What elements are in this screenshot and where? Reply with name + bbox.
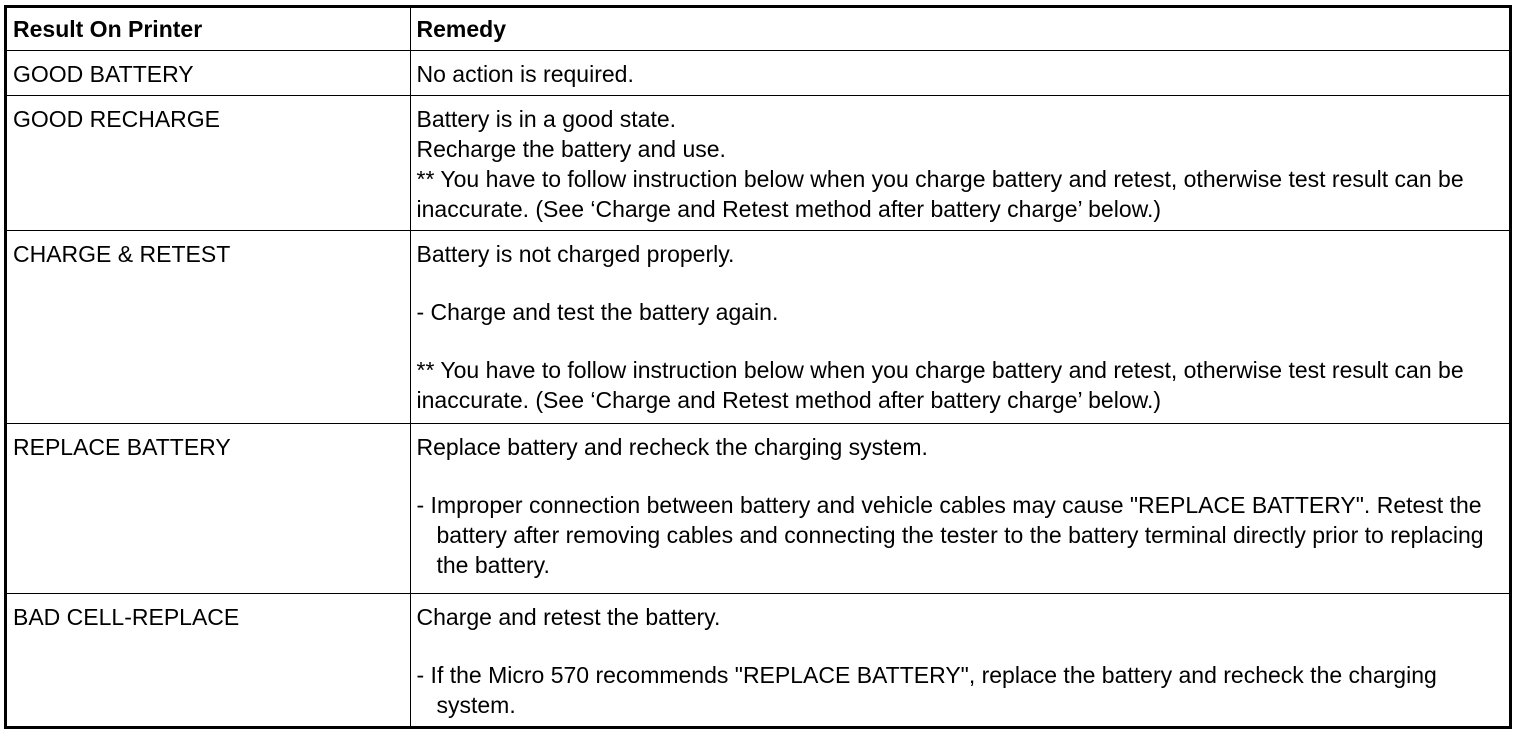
header-result-on-printer: Result On Printer <box>7 8 410 50</box>
header-remedy: Remedy <box>410 8 1509 50</box>
table-row-good-recharge <box>7 95 1509 230</box>
table-header-row <box>7 8 1509 50</box>
spacer <box>417 462 1504 490</box>
remedy-text: Battery is not charged properly. <box>416 240 735 267</box>
table-row-good-battery <box>7 50 1509 95</box>
battery-test-results-table <box>7 8 1509 726</box>
battery-test-results-table-frame <box>4 5 1512 729</box>
result-cell: BAD CELL-REPLACE <box>7 593 410 726</box>
remedy-cell <box>410 593 1509 726</box>
remedy-cell <box>410 423 1509 593</box>
remedy-text: Replace battery and recheck the charging system. <box>416 433 928 460</box>
remedy-text: Recharge the battery and use. <box>416 135 726 162</box>
table-row-charge-retest <box>7 230 1509 423</box>
remedy-cell <box>410 50 1509 95</box>
result-cell: REPLACE BATTERY <box>7 423 410 593</box>
table-row-replace-battery <box>7 423 1509 593</box>
spacer <box>417 269 1504 297</box>
spacer <box>417 632 1504 660</box>
remedy-bullet: - If the Micro 570 recommends "REPLACE BATTERY", replace the battery and recheck the charging system. <box>416 661 1437 718</box>
remedy-note: ** You have to follow instruction below when you charge battery and retest, otherwise test result can be inaccurate. (See ‘Charge and Retest method after battery charge’ below.) <box>416 356 1464 413</box>
remedy-bullet: - Charge and test the battery again. <box>416 298 779 325</box>
spacer <box>417 327 1504 355</box>
result-cell: GOOD BATTERY <box>7 50 410 95</box>
remedy-cell <box>410 95 1509 230</box>
remedy-bullet: - Improper connection between battery and vehicle cables may cause "REPLACE BATTERY". Retest the battery after removing cables and connecting the tester to the battery terminal directly prior to replacing the battery. <box>416 491 1484 578</box>
remedy-text: Charge and retest the battery. <box>416 603 721 630</box>
result-cell: GOOD RECHARGE <box>7 95 410 230</box>
remedy-cell <box>410 230 1509 423</box>
remedy-text: Battery is in a good state. <box>416 105 677 132</box>
result-cell: CHARGE & RETEST <box>7 230 410 423</box>
remedy-text: No action is required. <box>416 60 634 87</box>
remedy-note: ** You have to follow instruction below when you charge battery and retest, otherwise test result can be inaccurate. (See ‘Charge and Retest method after battery charge’ below.) <box>416 165 1464 222</box>
table-row-bad-cell-replace <box>7 593 1509 726</box>
